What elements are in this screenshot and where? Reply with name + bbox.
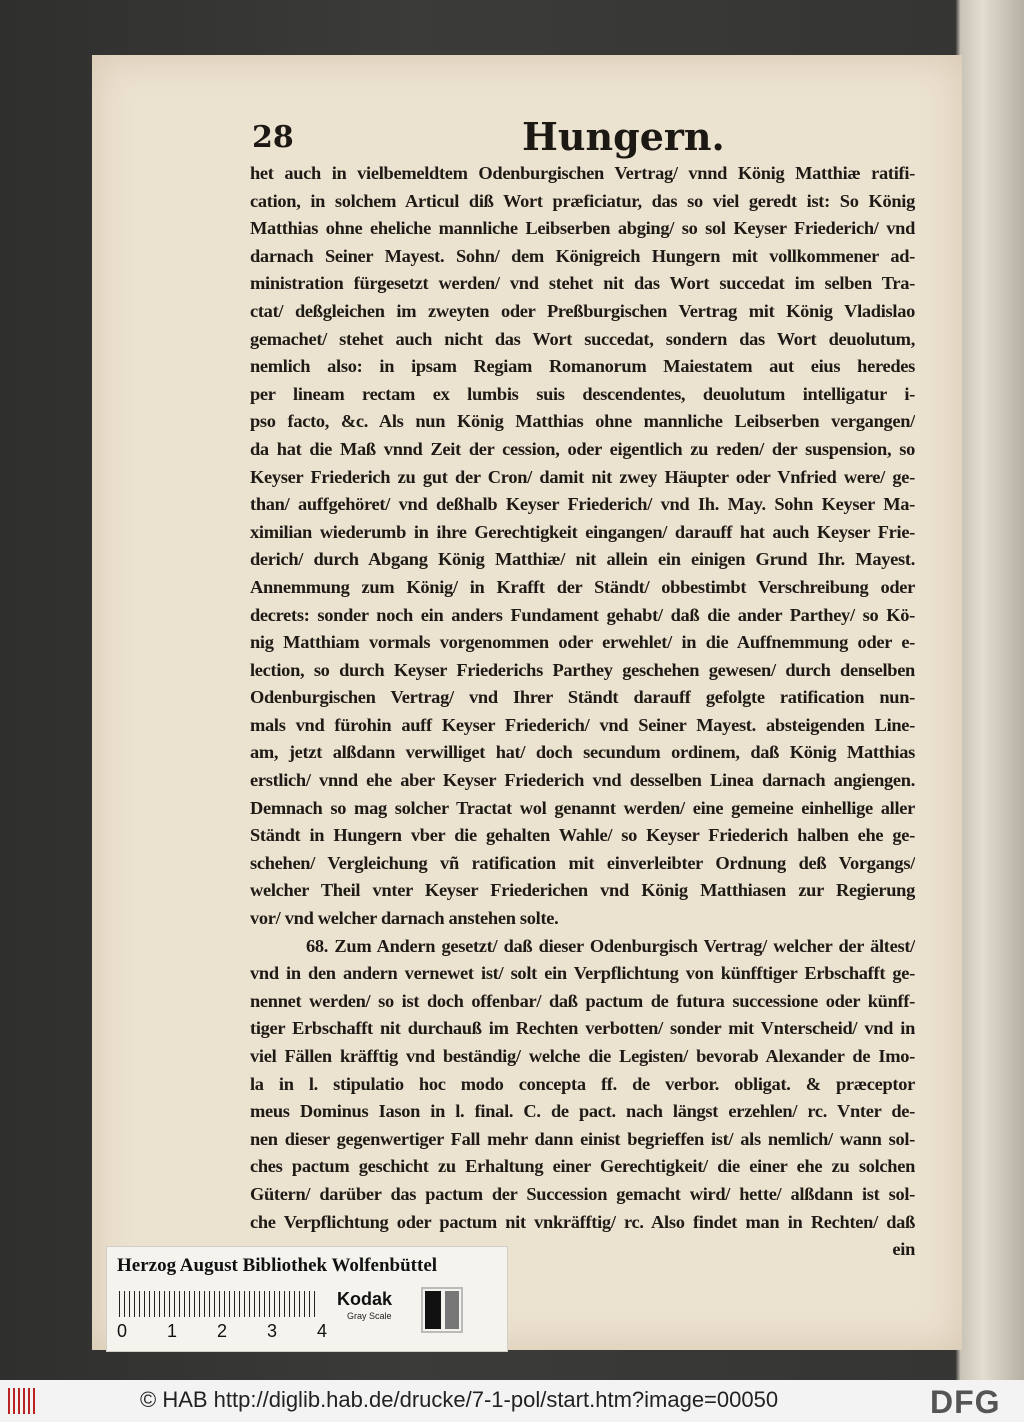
dfg-logo: DFG (930, 1384, 1001, 1420)
page-number: 28 (252, 120, 294, 155)
ruler-number: 4 (317, 1321, 328, 1341)
text-line: Odenburgischen Vertrag/ vnd Ihrer Ständt darauff gefolgte ratification nun- (250, 687, 915, 708)
text-line: than/ auffgehöret/ vnd deßhalb Keyser Friederich/ vnd Ih. May. Sohn Keyser Ma- (250, 494, 915, 515)
text-line: Annemmung zum König/ in Krafft der Ständt/ obbestimbt Verschreibung oder (250, 576, 915, 597)
ruler-scale (119, 1291, 319, 1317)
ruler-number: 3 (267, 1321, 278, 1341)
text-line: nemlich also: in ipsam Regiam Romanorum Maiestatem aut eius heredes (250, 356, 915, 377)
text-line: ein (892, 1239, 915, 1260)
text-line: schehen/ Vergleichung vñ ratification mit einverleibter Ordnung deß Vorgangs/ (250, 852, 915, 873)
ruler-number: 2 (217, 1321, 228, 1341)
text-line: che Verpflichtung oder pactum nit vnkräfftig/ rc. Also findet man in Rechten/ daß (250, 1211, 915, 1232)
text-line: la in l. stipulatio hoc modo concepta ff. de verbor. obligat. & præceptor (250, 1073, 915, 1094)
black-swatch (425, 1291, 441, 1329)
text-line: ximilian wiederumb in ihre Gerechtigkeit eingangen/ darauff hat auch Keyser Frie- (250, 521, 915, 542)
text-line: ches pactum geschicht zu Erhaltung einer Gerechtigkeit/ die einer ehe zu solchen (250, 1156, 915, 1177)
text-line: Demnach so mag solcher Tractat wol genannt werden/ eine gemeine einhellige aller (250, 797, 915, 818)
text-line: tiger Erbschafft nit durchauß im Rechten verbotten/ sonder mit Vnterscheid/ vnd in (250, 1018, 915, 1039)
running-head: Hungern. (522, 114, 725, 159)
text-line: ministration fürgesetzt werden/ vnd stehet nit das Wort succedat im selben Tra- (250, 273, 915, 294)
text-line: da hat die Maß vnnd Zeit der cession, oder eigentlich zu reden/ der suspension, so (250, 438, 915, 459)
gray-scale-label: Gray Scale (347, 1311, 392, 1321)
gray-swatch (445, 1291, 459, 1329)
text-line: Keyser Friederich zu gut der Cron/ damit nit zwey Häupter oder Vnfried were/ ge- (250, 466, 915, 487)
text-line: vnd in den andern vernewet ist/ solt ein Verpflichtung von künfftiger Erbschafft ge- (250, 963, 915, 984)
text-line: Matthias ohne eheliche mannliche Leibserben abging/ so sol Keyser Friederich/ vnd (250, 218, 915, 239)
text-line: Ständt in Hungern vber die gehalten Wahle/ so Keyser Friederich halben ehe ge- (250, 825, 915, 846)
ruler-number: 1 (167, 1321, 178, 1341)
text-line: derich/ durch Abgang König Matthiæ/ nit allein ein einigen Grund Ihr. Mayest. (250, 549, 915, 570)
text-line: gemachet/ stehet auch nicht das Wort succedat, sondern das Wort deuolutum, (250, 328, 915, 349)
text-line: erstlich/ vnnd ehe aber Keyser Friederich vnd desselben Linea darnach angiengen. (250, 770, 915, 791)
book-edge (955, 0, 1024, 1380)
text-line: lection, so durch Keyser Friederichs Parthey geschehen gewesen/ durch denselben (250, 659, 915, 680)
text-line: nig Matthiam vormals vorgenommen oder erwehlet/ in die Auffnemmung oder e- (250, 632, 915, 653)
color-calibration-card (106, 1246, 508, 1352)
text-line: cation, in solchem Articul diß Wort præficiatur, das so viel geredt ist: So König (250, 190, 915, 211)
text-line: ctat/ deßgleichen im zweyten oder Preßburgischen Vertrag mit König Vladislao (250, 300, 915, 321)
text-line: meus Dominus Iason in l. final. C. de pact. nach längst erzehlen/ rc. Vnter de- (250, 1101, 915, 1122)
text-line: per lineam rectam ex lumbis suis descendentes, deuolutum intelligatur i- (250, 383, 915, 404)
text-line: mals vnd fürohin auff Keyser Friederich/ vnd Seiner Mayest. absteigenden Line- (250, 714, 915, 735)
kodak-logo: Kodak (337, 1289, 393, 1309)
text-line: nen dieser gegenwertiger Fall mehr dann einist begrieffen ist/ als nemlich/ wann sol- (250, 1128, 915, 1149)
text-line: het auch in vielbemeldtem Odenburgischen Vertrag/ vnnd König Matthiæ ratifi- (250, 163, 915, 183)
text-line: pso facto, &c. Als nun König Matthias ohne mannliche Leibserben vergangen/ (250, 411, 915, 432)
text-line: am, jetzt alßdann verwilliget hat/ doch secundum ordinem, daß König Matthias (250, 742, 915, 763)
text-line: darnach Seiner Mayest. Sohn/ dem Königreich Hungern mit vollkommener ad- (250, 245, 915, 266)
text-line: viel Fällen kräfftig vnd beständig/ welche die Legisten/ bevorab Alexander de Imo- (250, 1046, 915, 1066)
library-name: Herzog August Bibliothek Wolfenbüttel (117, 1255, 438, 1276)
ruler-number: 0 (117, 1321, 128, 1341)
text-line: 68. Zum Andern gesetzt/ daß dieser Odenburgisch Vertrag/ welcher der ältest/ (306, 935, 915, 956)
text-line: vor/ vnd welcher darnach anstehen solte. (250, 908, 559, 929)
page-header (252, 110, 912, 162)
hab-logo-icon (8, 1388, 38, 1414)
text-line: nennet werden/ so ist doch offenbar/ daß pactum de futura successione oder künff- (250, 990, 915, 1011)
page-text (250, 160, 915, 1264)
text-line: welcher Theil vnter Keyser Friederichen vnd König Matthiasen zur Regierung (250, 880, 915, 901)
copyright-link[interactable]: © HAB http://diglib.hab.de/drucke/7-1-pol/start.htm?image=00050 (140, 1387, 779, 1412)
text-line: Gütern/ darüber das pactum der Succession gemacht wird/ hette/ alßdann ist sol- (250, 1183, 915, 1204)
footer-bar (0, 1380, 1024, 1422)
text-line: decrets: sonder noch ein anders Fundament gehabt/ daß die ander Parthey/ so Kö- (250, 604, 915, 625)
